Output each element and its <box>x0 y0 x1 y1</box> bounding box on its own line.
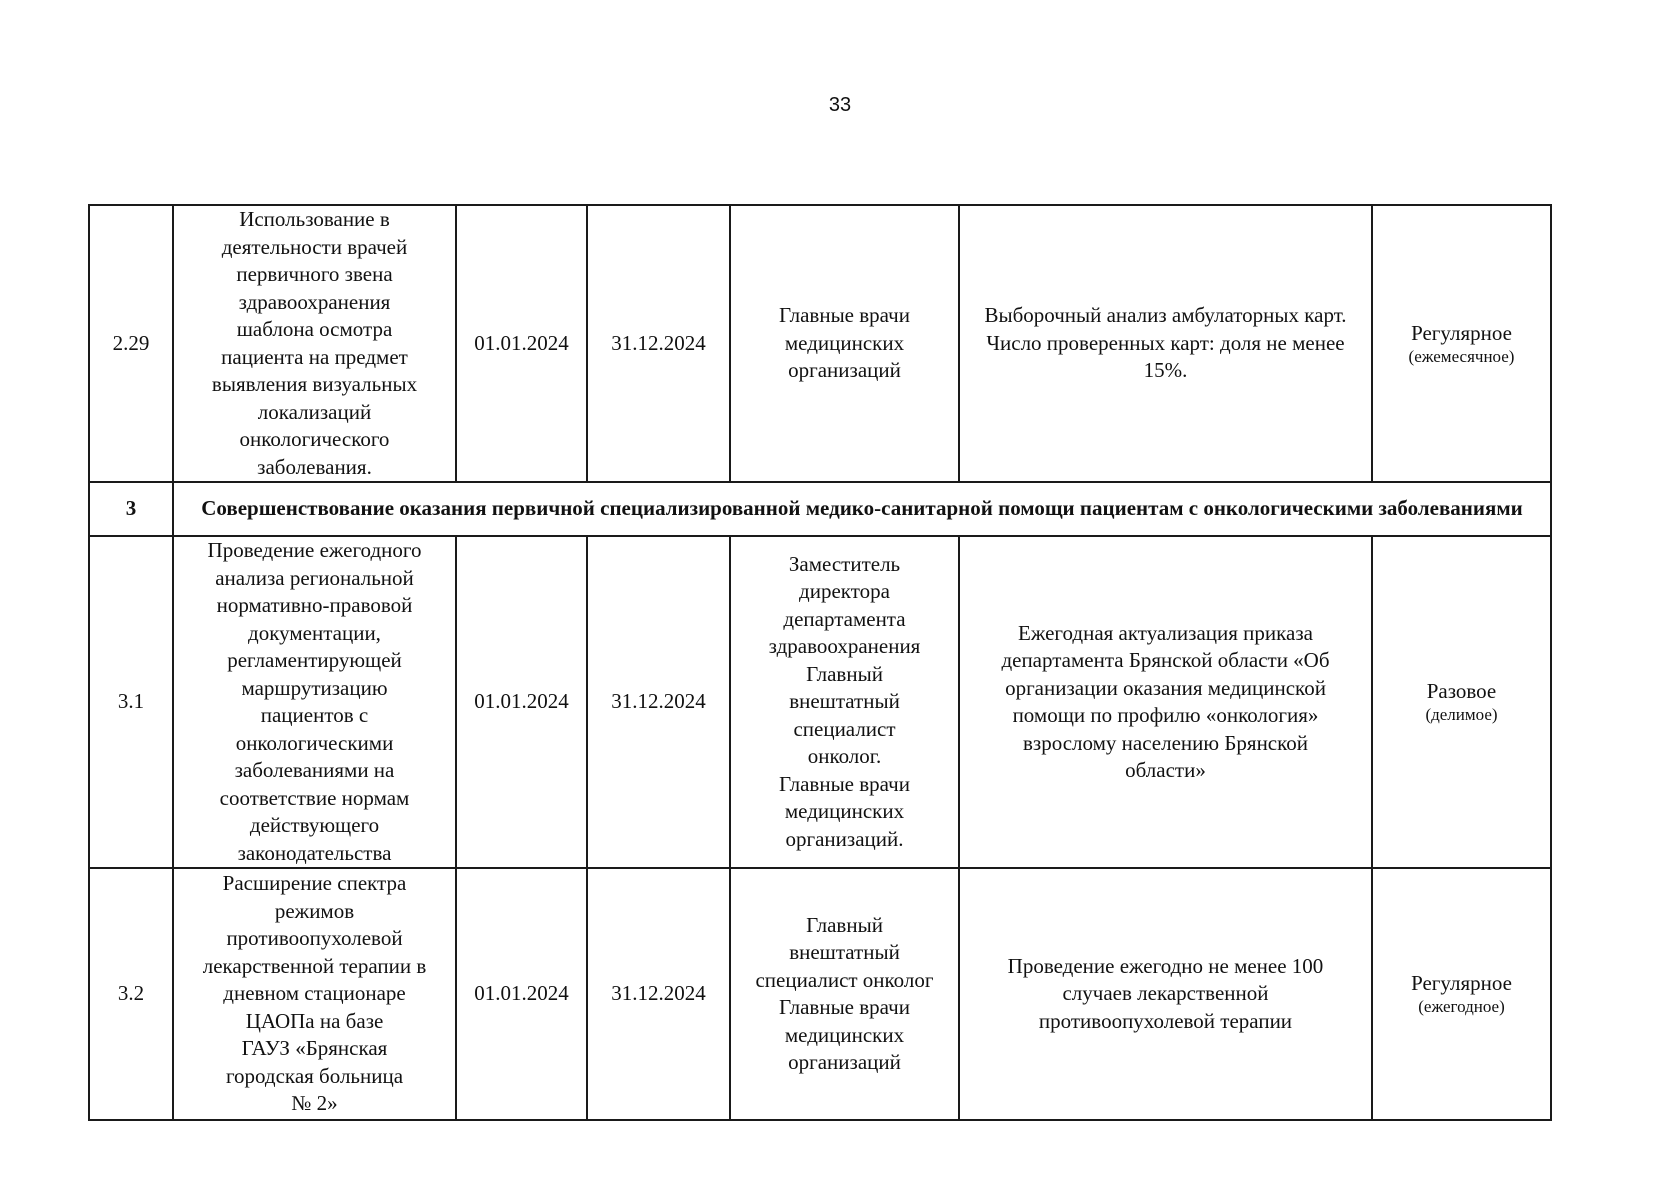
start-date: 01.01.2024 <box>456 205 587 482</box>
activities-table <box>88 204 1552 1121</box>
item-number: 3.2 <box>89 868 173 1120</box>
table-row <box>89 205 1551 482</box>
frequency-cell <box>1372 205 1551 482</box>
section-number: 3 <box>89 482 173 536</box>
section-row <box>89 482 1551 536</box>
frequency-detail: (ежемесячное) <box>1408 346 1515 366</box>
section-title: Совершенствование оказания первичной специализированной медико-санитарной помощи пациентам с онкологическими заболеваниями <box>173 482 1551 536</box>
page-number: 33 <box>828 94 852 116</box>
frequency-type: Регулярное <box>1411 971 1512 995</box>
end-date: 31.12.2024 <box>587 536 730 868</box>
end-date: 31.12.2024 <box>587 868 730 1120</box>
table-row <box>89 536 1551 868</box>
result-indicator: Выборочный анализ амбулаторных карт. Число проверенных карт: доля не менее 15%. <box>959 205 1372 482</box>
activity-description: Использование в деятельности врачей первичного звена здравоохранения шаблона осмотра пациента на предмет выявления визуальных локализаций онкологического заболевания. <box>173 205 456 482</box>
start-date: 01.01.2024 <box>456 536 587 868</box>
frequency-detail: (делимое) <box>1425 705 1498 724</box>
item-number: 3.1 <box>89 536 173 868</box>
result-indicator: Проведение ежегодно не менее 100 случаев лекарственной противоопухолевой терапии <box>959 868 1372 1120</box>
table-row <box>89 868 1551 1120</box>
activity-description: Проведение ежегодного анализа региональной нормативно-правовой документации, регламентирующей маршрутизацию пациентов с онкологическими заболеваниями на соответствие нормам действующего законодательства <box>173 536 456 868</box>
frequency-type: Разовое <box>1426 679 1497 703</box>
frequency-detail: (ежегодное) <box>1418 997 1505 1016</box>
activity-description: Расширение спектра режимов противоопухолевой лекарственной терапии в дневном стационаре ЦАОПа на базе ГАУЗ «Брянская городская больница № 2» <box>173 868 456 1120</box>
responsible-persons: Главный внештатный специалист онколог Главные врачи медицинских организаций <box>730 868 959 1120</box>
responsible-persons: Заместитель директора департамента здравоохранения Главный внештатный специалист онколог. Главные врачи медицинских организаций. <box>730 536 959 868</box>
result-indicator: Ежегодная актуализация приказа департамента Брянской области «Об организации оказания медицинской помощи по профилю «онкология» взрослому населению Брянской области» <box>959 536 1372 868</box>
end-date: 31.12.2024 <box>587 205 730 482</box>
frequency-cell <box>1372 868 1551 1120</box>
responsible-persons: Главные врачи медицинских организаций <box>730 205 959 482</box>
frequency-type: Регулярное <box>1411 320 1512 345</box>
start-date: 01.01.2024 <box>456 868 587 1120</box>
item-number: 2.29 <box>89 205 173 482</box>
frequency-cell <box>1372 536 1551 868</box>
